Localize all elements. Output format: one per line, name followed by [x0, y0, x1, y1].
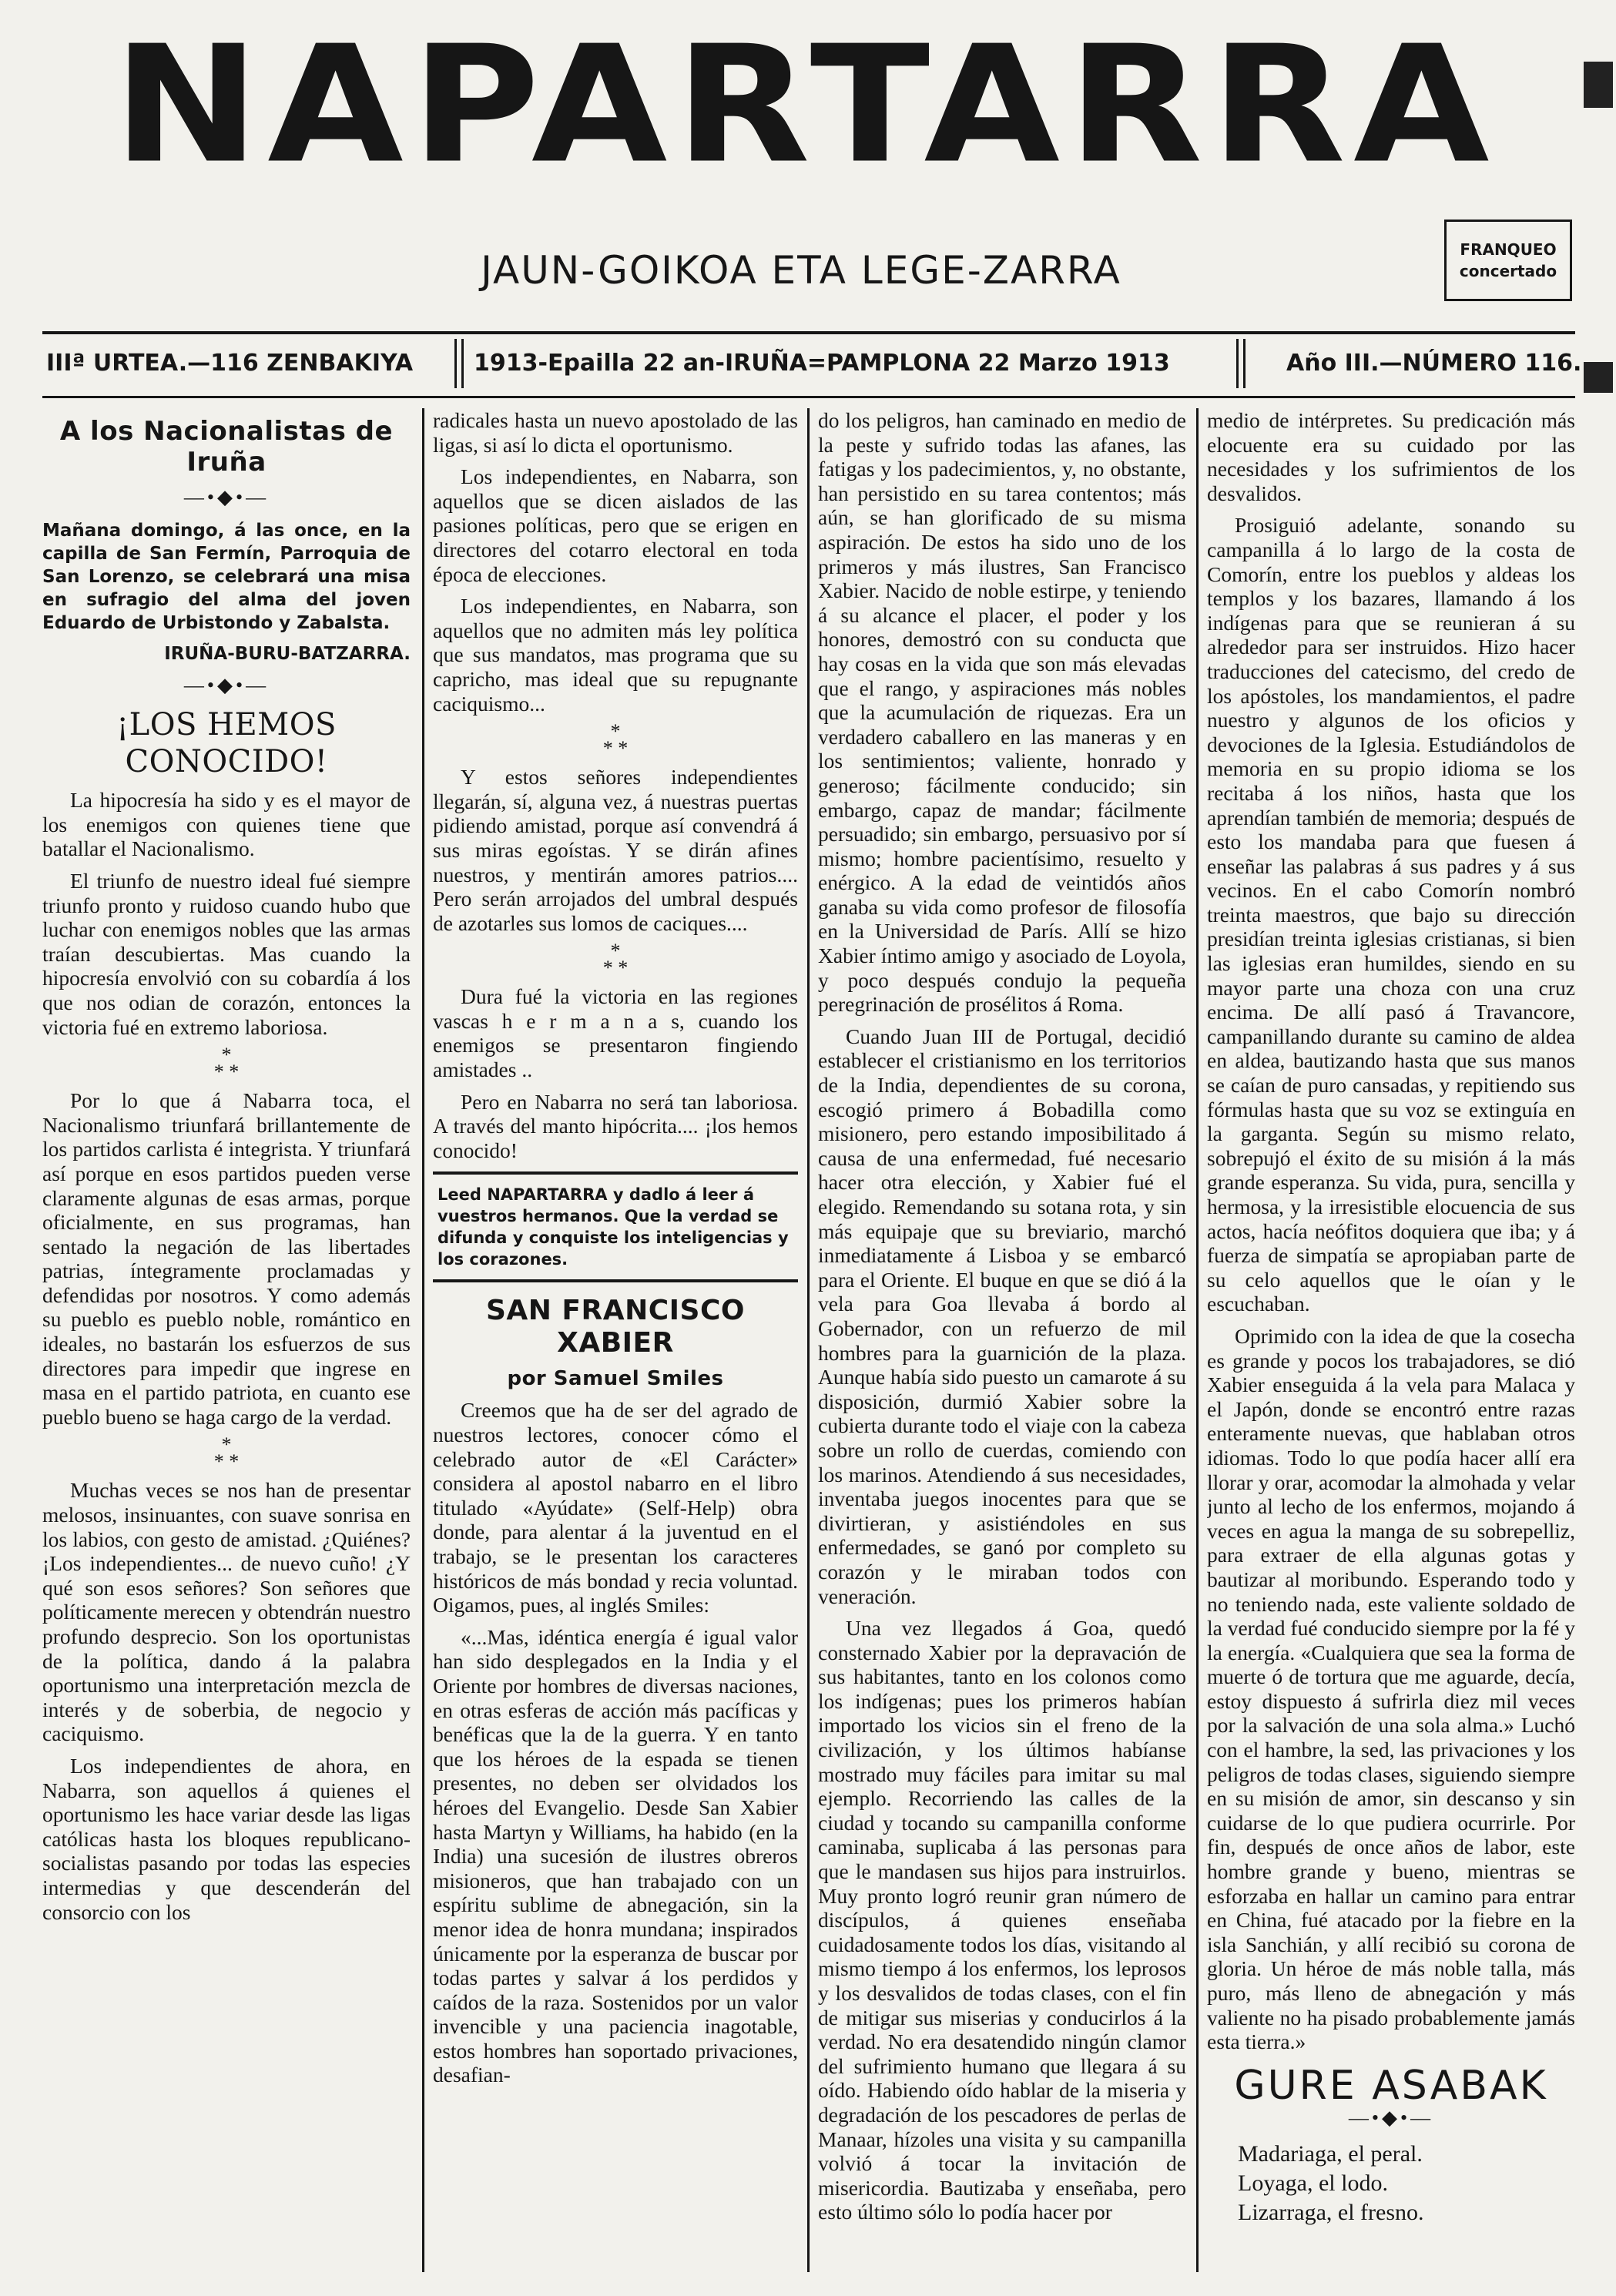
mass-notice: Mañana domingo, á las once, en la capilla de San Fermín, Parroquia de San Lorenzo, se celebrará una misa en sufragio del alma del joven Eduardo de Urbistondo y Zabalsta.	[42, 520, 411, 633]
dateline-issue: Año III.—NÚMERO 116.	[1286, 350, 1582, 377]
article-paragraph: medio de intérpretes. Su predicación más elocuente era su cuidado por las necesidades y los sufrimientos de los desvalidos.	[1207, 408, 1575, 505]
asterism: * * *	[213, 1044, 240, 1084]
franqueo-line2: concertado	[1459, 262, 1557, 280]
newspaper-motto: JAUN-GOIKOA ETA LEGE-ZARRA	[481, 248, 1121, 293]
ornament-divider: —•◆•—	[183, 486, 270, 508]
dateline-date: 1913-Epailla 22 an-IRUÑA=PAMPLONA 22 Marzo 1913	[474, 350, 1170, 377]
article-paragraph: Creemos que ha de ser del agrado de nuestros lectores, conocer cómo el celebrado autor de «El Carácter» considera al apostol nabarro en el libro titulado «Ayúdate» (Self-Help) obra donde, para alentar á la juventud en el trabajo, se le presentan los caracteres históricos de más bondad y recia voluntad. Oigamos, pues, al inglés Smiles:	[433, 1398, 798, 1617]
dateline	[42, 331, 1582, 398]
article-paragraph: Los independientes de ahora, en Nabarra, son aquellos á quienes el oportunismo les hace variar desde las ligas católicas hasta los bloques republicano-socialistas pasando por todas las especies intermedias y que descenderán del consorcio con los	[42, 1753, 411, 1924]
article-paragraph: Una vez llegados á Goa, quedó consternado Xabier por la depravación de sus habitantes, tanto en los colonos como los indígenas; pues los primeros habían importado los vicios sin el freno de la civilización, y los últimos habíanse mostrado muy fáciles para imitar su mal ejemplo. Recorriendo las calles de la ciudad y tocando su campanilla conforme caminaba, suplicaba á las personas para que le mandasen sus hijos para instruirlos. Muy pronto logró reunir gran número de discípulos, á quienes enseñaba cuidadosamente todos los días, visitando al mismo tiempo á los enfermos, los leprosos y los desvalidos de todas clases, con el fin de mitigar sus miserias y conducirlos á la verdad. No era desatendido ningún clamor del sufrimiento humano que llegara á su oído. Habiendo oído hablar de la miseria y degradación de los pescadores de perlas de Manaar, hízoles una visita y su campanilla volvió á tocar la invitación de misericordia. Bautizaba y enseñaba, pero esto último sólo lo podía hacer por	[818, 1616, 1186, 2224]
article-paragraph: Muchas veces se nos han de presentar melosos, insinuantes, con suave sonrisa en los labios, con gesto de amistad. ¿Quiénes? ¡Los independientes... de nuevo cuño! ¿Y qué son esos señores? Son señores que políticamente merecen y obtendrán nuestro profundo desprecio. Son los oportunistas de la política, dando á la palabra oportunismo una interpretación mezcla de interés y de soberbia, de negocio y caciquismo.	[42, 1478, 411, 1746]
column-2	[433, 408, 798, 2272]
article-paragraph: Los independientes, en Nabarra, son aquellos que se dicen aislados de las pasiones políticas, pero que se erigen en directores del cotarro electoral en toda época de elecciones.	[433, 464, 798, 586]
article-title-conocido: ¡LOS HEMOS CONOCIDO!	[116, 707, 337, 780]
ornament-divider: —•◆•—	[183, 673, 270, 696]
column-3	[818, 408, 1186, 2272]
article-paragraph: La hipocresía ha sido y es el mayor de los enemigos con quienes tiene que batallar el Nacionalismo.	[42, 788, 411, 861]
headline-nacionalistas: A los Nacionalistas de Iruña	[59, 416, 394, 478]
verse-line: Madariaga, el peral.	[1238, 2140, 1423, 2167]
newspaper-title: NAPARTARRA	[112, 10, 1497, 199]
article-paragraph: Y estos señores independientes llegarán, sí, alguna vez, á nuestras puertas pidiendo amistad, porque así convendrá á sus miras egoístas. Y se dirán afines nuestros, y mentirán amores patrios.... Pero serán arrojados del umbral después de azotarles sus lomos de caciques....	[433, 765, 798, 935]
article-paragraph: Pero en Nabarra no será tan laboriosa. A través del manto hipócrita.... ¡los hemos conocido!	[433, 1089, 798, 1162]
asterism: * * *	[602, 940, 629, 980]
verse-line: Lizarraga, el fresno.	[1238, 2199, 1424, 2225]
poem-verses	[1238, 2140, 1575, 2227]
masthead	[31, 10, 1579, 200]
article-paragraph: El triunfo de nuestro ideal fué siempre triunfo pronto y ruidoso cuando hubo que luchar con enemigos nobles que las armas traían descubiertas. Mas cuando la hipocresía envolvió con su cobardía á los que nos odian de corazón, entonces la victoria fué en extremo laboriosa.	[42, 868, 411, 1039]
edge-mark	[1584, 62, 1613, 108]
asterism: * * *	[213, 1433, 240, 1473]
column-1	[42, 408, 411, 2272]
notice-signature: IRUÑA-BURU-BATZARRA.	[164, 643, 411, 664]
article-paragraph: Cuando Juan III de Portugal, decidió establecer el cristianismo en los territorios de la India, dependientes de su corona, escogió primero á Bobadilla como misionero, pero estando imposibilitado á causa de una enfermedad, fué necesario hacer otra elección, y Xabier fué el elegido. Remendando su sotana rota, y sin más equipaje que su breviario, marchó inmediatamente á Lisboa y se embarcó para el Oriente. El buque en que se dió á la vela para Goa llevaba á bordo al Gobernador, con un refuerzo de mil hombres para la guarnición de la plaza. Aunque había sido puesto un camarote á su disposición, durmió Xabier sobre la cubierta durante todo el viaje con la cabeza sobre un rollo de cuerdas, comiendo con los marinos. Atendiendo á sus necesidades, inventaba juegos inocentes para que se divirtieran, y asistiéndoles en sus enfermedades, se ganó por completo su corazón y le miraban todos con veneración.	[818, 1024, 1186, 1608]
article-author: por Samuel Smiles	[507, 1367, 724, 1391]
article-paragraph: do los peligros, han caminado en medio de la peste y sufrido todas las afanes, las fatigas y los padecimientos, y, no obstante, han persistido en su tarea contentos; más aún, se han glorificado de su misma aspiración. De estos ha sido uno de los primeros y más ilustres, San Francisco Xabier. Nacido de noble estirpe, y teniendo á su alcance el placer, el poder y los honores, demostró con su conducta que hay cosas en la vida que son más elevadas que el rango, y aspiraciones más nobles que la acumulación de riquezas. Era un verdadero caballero en las maneras y en los sentimientos; valiente, honrado y generoso; fácilmente conducido; sin embargo, capaz de mandar; fácilmente persuadido; sin embargo, persuasivo por sí mismo; hombre pacientísimo, resuelto y enérgico. A la edad de veintidós años ganaba su vida como profesor de filosofía en la Universidad de París. Allí se hizo Xabier íntimo amigo y asociado de Loyola, y poco después condujo la pequeña peregrinación de prosélitos á Roma.	[818, 408, 1186, 1017]
dateline-separator	[1236, 339, 1246, 388]
column-rule	[422, 408, 424, 2272]
promo-box: Leed NAPARTARRA y dadlo á leer á vuestros hermanos. Que la verdad se difunda y conquiste los inteligencias y los corazones.	[433, 1171, 798, 1282]
asterism: * * *	[602, 720, 629, 760]
article-title-xabier: SAN FRANCISCO XABIER	[485, 1295, 746, 1359]
dateline-year-number: IIIª URTEA.—116 ZENBAKIYA	[46, 350, 414, 377]
article-paragraph: Dura fué la victoria en las regiones vascas h e r m a n a s, cuando los enemigos se presentaron fingiendo amistades ..	[433, 984, 798, 1082]
column-rule	[1196, 408, 1199, 2272]
article-paragraph: «...Mas, idéntica energía é igual valor han sido desplegados en la India y el Oriente por hombres de diversas naciones, en otras esferas de acción más pacíficas y benéficas que la de la guerra. Y en tanto que los héroes de la espada se tienen presentes, no deben ser olvidados los héroes del Evangelio. Desde San Xabier hasta Martyn y Williams, ha habido (en la India) una sucesión de ilustres obreros misioneros, que han trabajado con un espíritu sublime de abnegación, sin la menor idea de honra mundana; inspirados únicamente por la esperanza de buscar por todas partes y salvar á los perdidos y caídos de la raza. Sostenidos por un valor invencible y una paciencia inagotable, estos hombres han soportado privaciones, desafian-	[433, 1624, 798, 2087]
article-paragraph: Por lo que á Nabarra toca, el Nacionalismo triunfará brillantemente de los partidos carlista é integrista. Y triunfará así porque en esos partidos pueden verse claramente algunas de esas armas, porque oficialmente, en sus programas, han sentado la negación de las libertades patrias, íntegramente proclamadas y defendidas por nosotros. Y como además su pueblo es pueblo noble, romántico en ideales, no bastarán los esfuerzos de sus directores para impedir que ingrese en masa en el partido patriota, en cuanto ese pueblo bueno se haga cargo de la verdad.	[42, 1088, 411, 1429]
verse-line: Loyaga, el lodo.	[1238, 2170, 1388, 2196]
column-4	[1207, 408, 1575, 2272]
poem-title: GURE ASABAK	[1234, 2062, 1548, 2109]
article-paragraph: Oprimido con la idea de que la cosecha es grande y pocos los trabajadores, se dió Xabier enseguida á la vela para Malaca y el Japón, donde se encontró entre razas enteramente nuevas, que hablaban otros idiomas. Todo lo que podía hacer allí era llorar y orar, acomodar la almohada y velar junto al lecho de los enfermos, mojando á veces en agua la manga de su sobrepelliz, para extraer de ella algunas gotas y bautizar al moribundo. Esperando todo y no teniendo nada, este valiente soldado de la verdad fué conducido siempre por la fé y la energía. «Cualquiera que sea la forma de muerte ó de tortura que me aguarde, decía, estoy dispuesto á sufrirla diez mil veces por la salvación de una sola alma.» Luchó con el hambre, la sed, las privaciones y los peligros de todas clases, siguiendo siempre en su misión de amor, sin descanso y sin cuidarse de lo que pudiera ocurrirle. Por fin, después de once años de labor, este hombre grande y bueno, mientras se esforzaba en hallar un camino para entrar en China, fué atacado por la fiebre en la isla Sanchián, y allí recibió su corona de gloria. Un héroe de más noble talla, más puro, más lleno de abnegación y más valiente no ha pisado probablemente jamás esta tierra.»	[1207, 1323, 1575, 2054]
dateline-separator	[454, 339, 464, 388]
article-paragraph: radicales hasta un nuevo apostolado de las ligas, si así lo dicta el oportunismo.	[433, 408, 798, 457]
franqueo-stamp	[1444, 220, 1572, 301]
article-paragraph: Los independientes, en Nabarra, son aquellos que no admiten más ley política que sus mandatos, mas programa que su capricho, mas ideal que su repugnante caciquismo...	[433, 594, 798, 716]
franqueo-line1: FRANQUEO	[1460, 240, 1557, 259]
ornament-divider: —•◆•—	[1348, 2107, 1434, 2130]
article-paragraph: Prosiguió adelante, sonando su campanilla á lo largo de la costa de Comorín, entre los pueblos y aldeas los templos y los bazares, llamando á los indígenas para que se reunieran á su alrededor para ser instruidos. Hizo hacer traducciones del catecismo, del credo de los apóstoles, los mandamientos, el padre nuestro y algunos de los oficios y devociones de la Iglesia. Estudiándolos de memoria en su propio idioma se los recitaba á los niños, hasta que los aprendían también de memoria; después de esto los mandaba para que fuesen á enseñar las palabras á sus padres y á sus vecinos. En el cabo Comorín nombró treinta maestros, que bajo su dirección presidían treinta iglesias cristianas, si bien las iglesias eran humildes, siendo en su mayor parte una choza con una cruz encima. De allí pasó á Travancore, campanillando durante su camino de aldea en aldea, bautizando hasta que sus manos se caían de puro cansadas, y repitiendo sus fórmulas hasta que su voz se extinguía en la garganta. Según su mismo relato, sobrepujó el éxito de su misión á la más grande esperanza. Su vida, pura, sencilla y hermosa, y la irresistible elocuencia de sus actos, hacía neófitos doquiera que iba; y á fuerza de simpatía se apropiaban parte de su celo aquellos que le oían y le escuchaban.	[1207, 513, 1575, 1316]
edge-mark	[1584, 362, 1613, 393]
page-edge	[1579, 0, 1616, 2296]
column-rule	[807, 408, 810, 2272]
